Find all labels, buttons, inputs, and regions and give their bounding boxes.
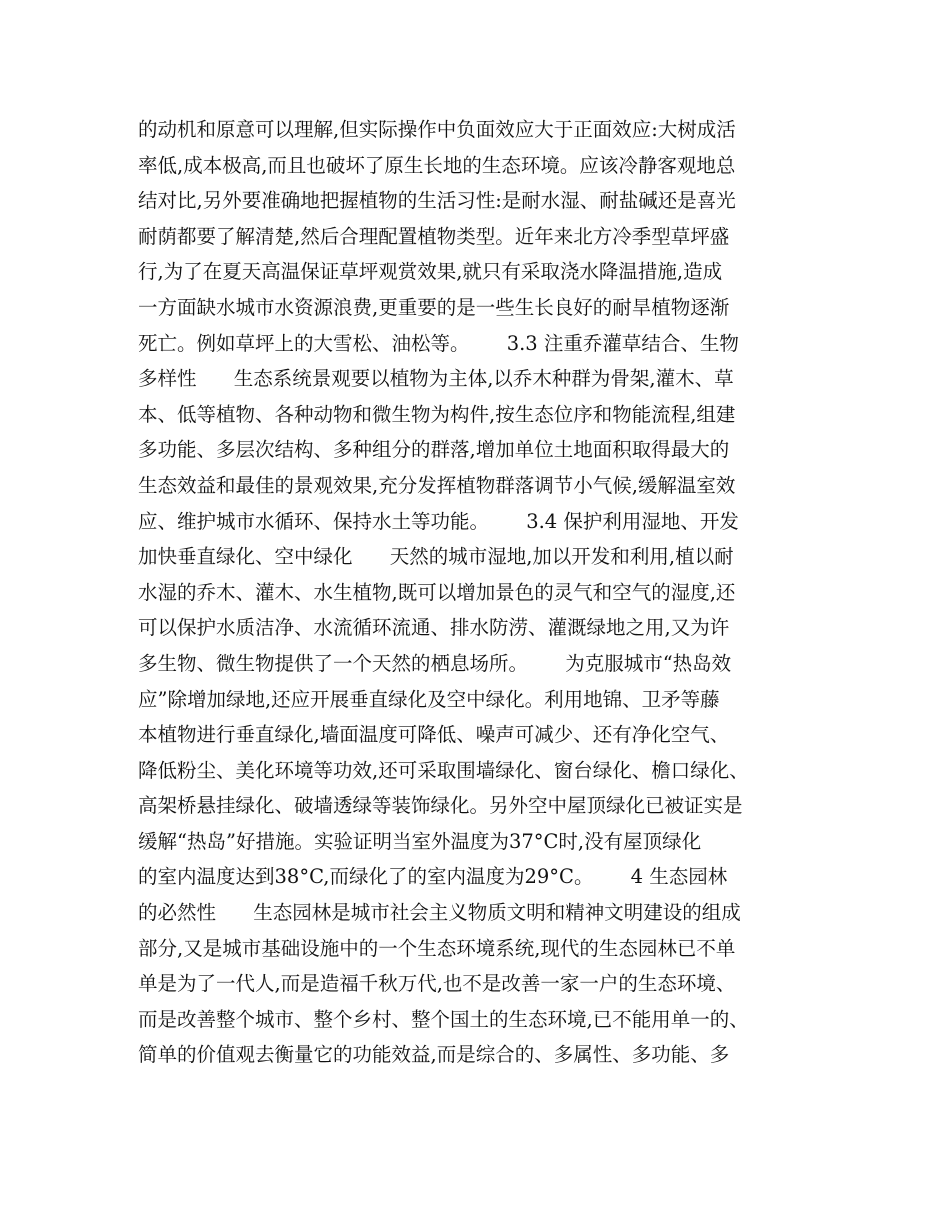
text-line: 高架桥悬挂绿化、破墙透绿等装饰绿化。另外空中屋顶绿化已被证实是 <box>138 794 743 818</box>
text-line: 死亡。例如草坪上的大雪松、油松等。 3.3 注重乔灌草结合、生物 <box>138 331 739 355</box>
text-line: 多功能、多层次结构、多种组分的群落,增加单位土地面积取得最大的 <box>138 438 730 462</box>
text-line: 耐荫都要了解清楚,然后合理配置植物类型。近年来北方冷季型草坪盛 <box>138 224 730 248</box>
text-line: 应”除增加绿地,还应开展垂直绿化及空中绿化。利用地锦、卫矛等藤 <box>138 687 720 711</box>
text-line: 缓解“热岛”好措施。实验证明当室外温度为37°C时,没有屋顶绿化 <box>138 829 702 853</box>
text-line: 水湿的乔木、灌木、水生植物,既可以增加景色的灵气和空气的湿度,还 <box>138 580 736 604</box>
text-line: 本植物进行垂直绿化,墙面温度可降低、噪声可减少、还有净化空气、 <box>138 723 730 747</box>
text-line: 单是为了一代人,而是造福千秋万代,也不是改善一家一户的生态环境、 <box>138 972 736 996</box>
text-line: 行,为了在夏天高温保证草坪观赏效果,就只有采取浇水降温措施,造成 <box>138 260 723 284</box>
body-text <box>138 112 828 1073</box>
text-line: 加快垂直绿化、空中绿化 天然的城市湿地,加以开发和利用,植以耐 <box>138 545 734 569</box>
text-line: 一方面缺水城市水资源浪费,更重要的是一些生长良好的耐旱植物逐渐 <box>138 295 730 319</box>
text-line: 的必然性 生态园林是城市社会主义物质文明和精神文明建设的组成 <box>138 901 741 925</box>
text-line: 应、维护城市水循环、保持水土等功能。 3.4 保护利用湿地、开发 <box>138 509 739 533</box>
text-line: 生态效益和最佳的景观效果,充分发挥植物群落调节小气候,缓解温室效 <box>138 473 736 497</box>
text-line: 多样性 生态系统景观要以植物为主体,以乔木种群为骨架,灌木、草 <box>138 367 734 391</box>
text-line: 本、低等植物、各种动物和微生物为构件,按生态位序和物能流程,组建 <box>138 402 736 426</box>
text-line: 多生物、微生物提供了一个天然的栖息场所。 为克服城市“热岛效 <box>138 651 732 675</box>
text-line: 的室内温度达到38°C,而绿化了的室内温度为29°C。 4 生态园林 <box>138 865 728 889</box>
text-line: 简单的价值观去衡量它的功能效益,而是综合的、多属性、多功能、多 <box>138 1043 730 1067</box>
text-line: 可以保护水质洁净、水流循环流通、排水防涝、灌溉绿地之用,又为许 <box>138 616 730 640</box>
text-line: 结对比,另外要准确地把握植物的生活习性:是耐水湿、耐盐碱还是喜光 <box>138 189 736 213</box>
text-line: 而是改善整个城市、整个乡村、整个国土的生态环境,已不能用单一的、 <box>138 1007 749 1031</box>
text-line: 降低粉尘、美化环境等功效,还可采取围墙绿化、窗台绿化、檐口绿化、 <box>138 758 749 782</box>
text-line: 的动机和原意可以理解,但实际操作中负面效应大于正面效应:大树成活 <box>138 118 736 141</box>
text-line: 率低,成本极高,而且也破坏了原生长地的生态环境。应该冷静客观地总 <box>138 153 736 177</box>
text-line: 部分,又是城市基础设施中的一个生态环境系统,现代的生态园林已不单 <box>138 936 736 960</box>
